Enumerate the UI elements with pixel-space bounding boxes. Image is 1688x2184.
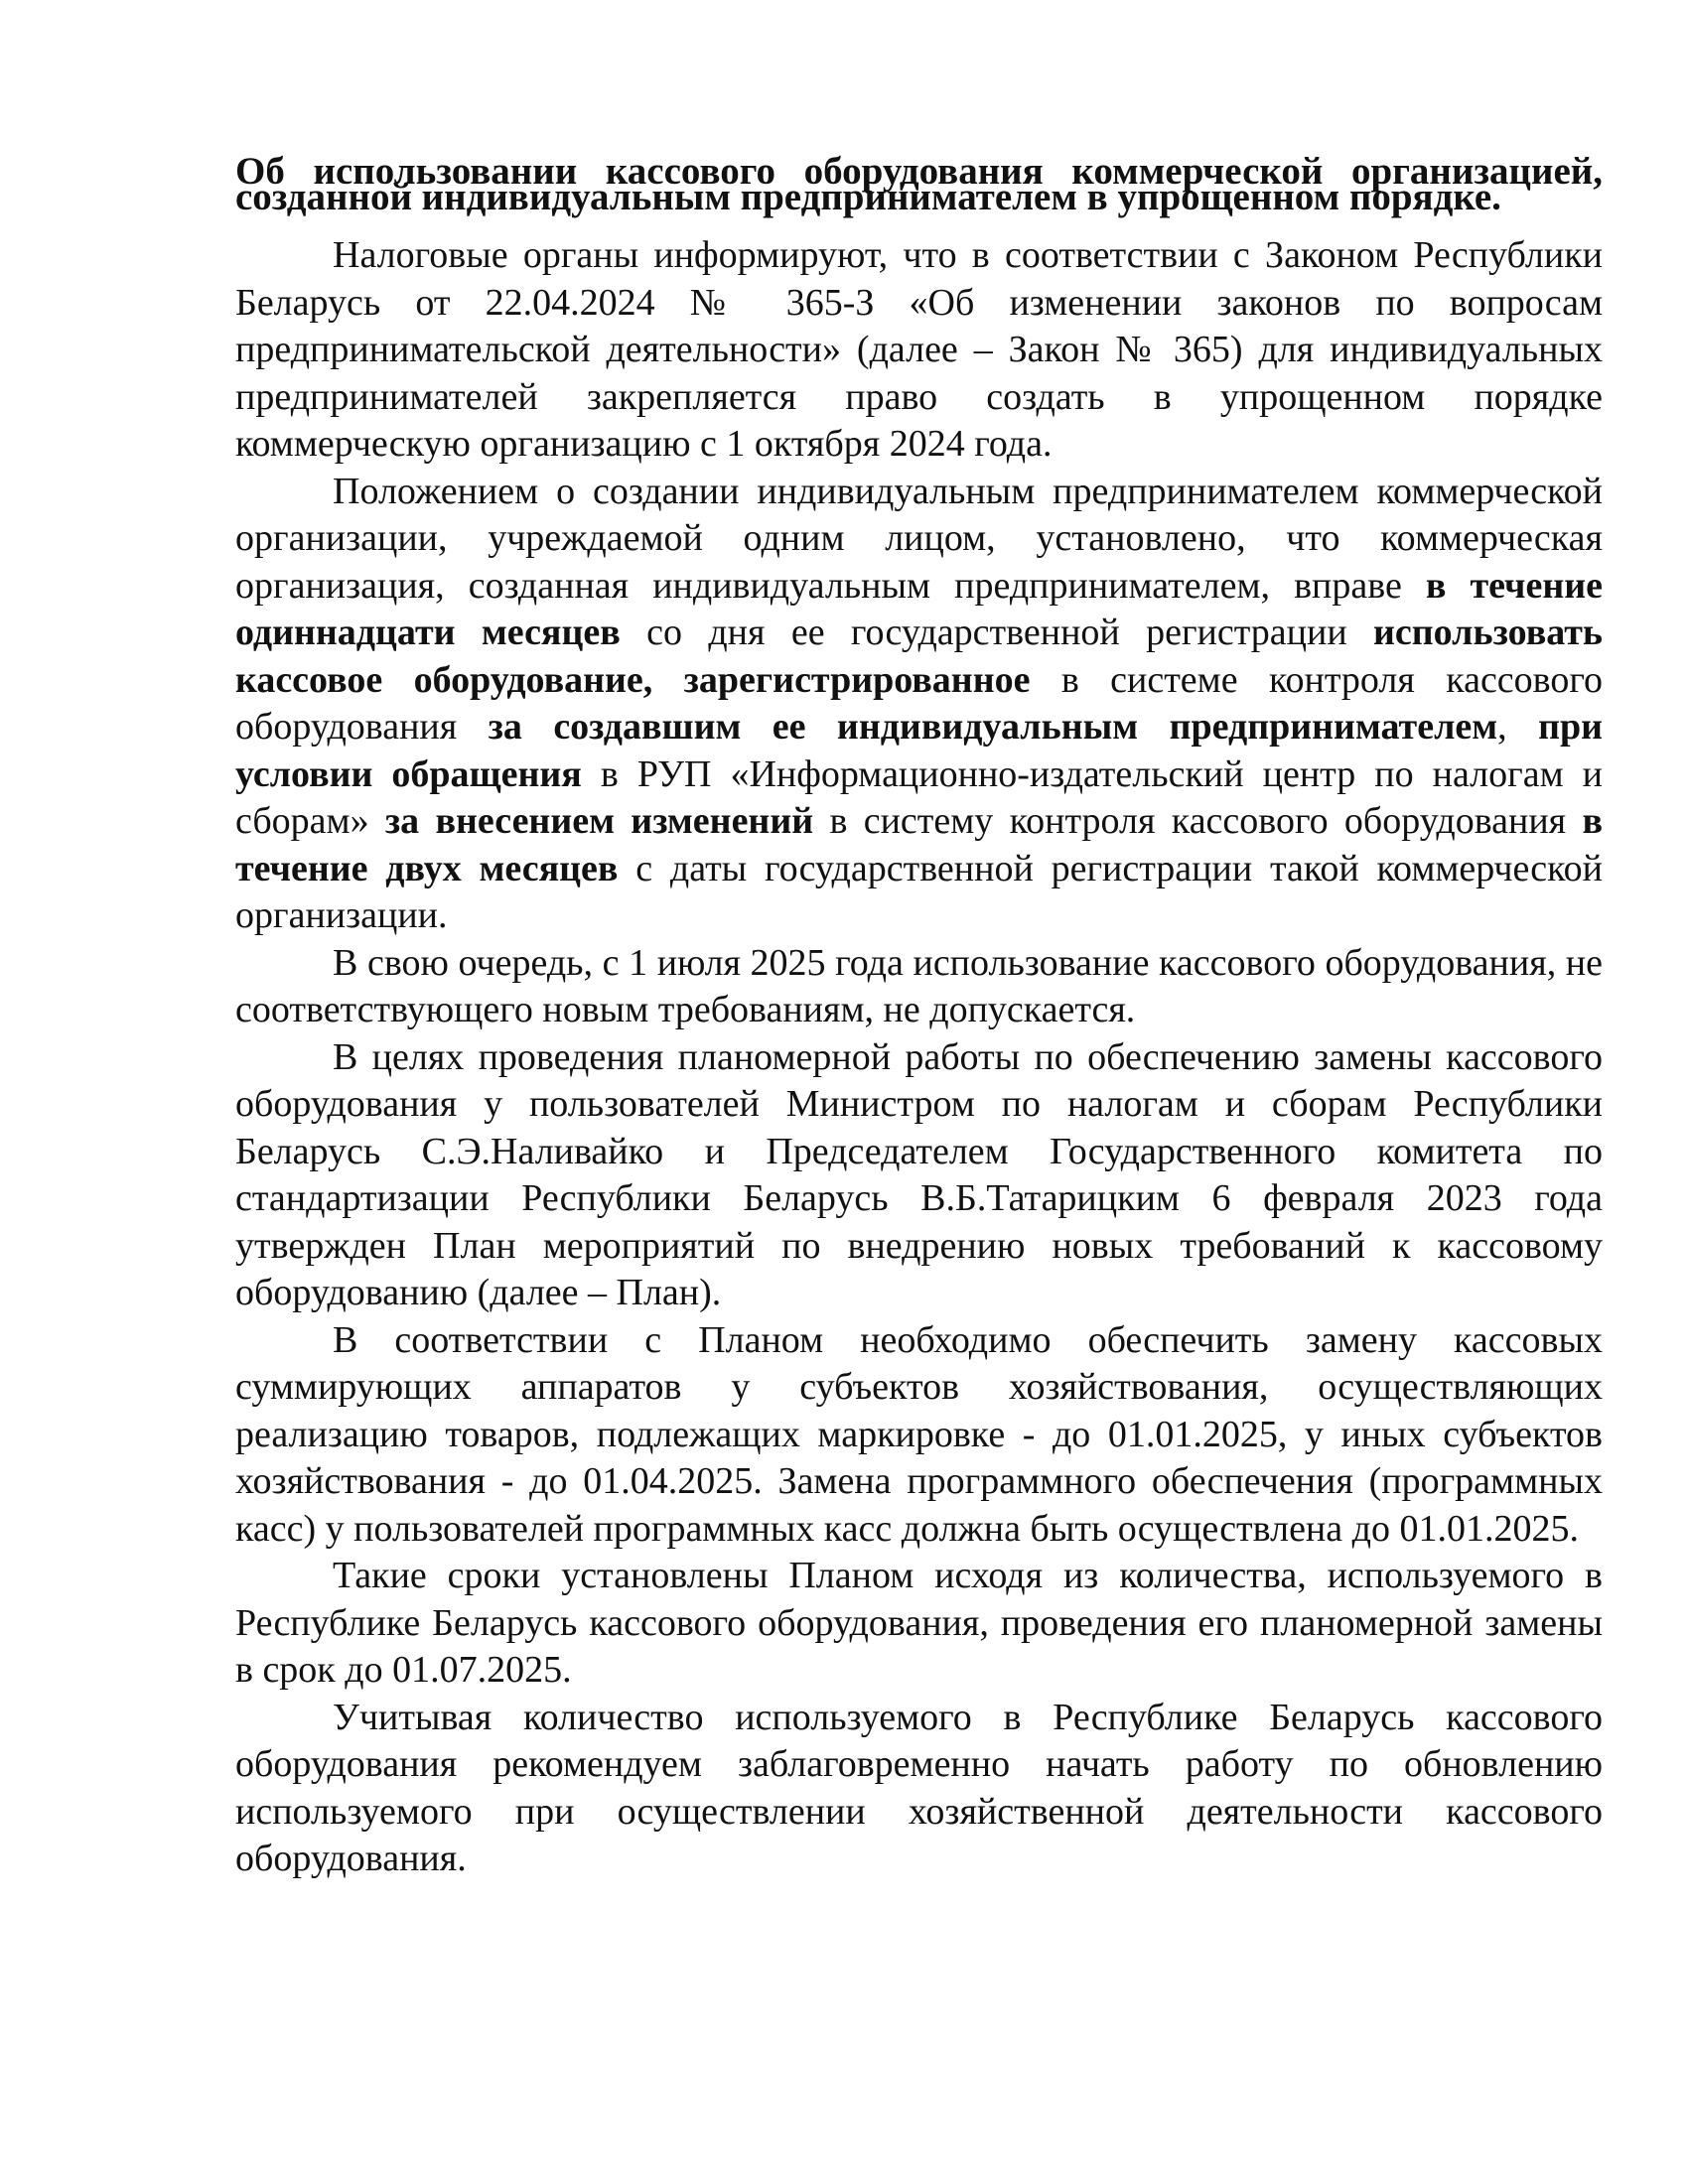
bold-term-two-months: в течение двух месяцев [235,800,1604,889]
bold-term-use-equipment: использовать кассовое оборудование, зарегистрированное [235,612,1603,701]
document-title: Об использовании кассового оборудования коммерческой организацией, созданной индивидуальным предпринимателем в упрощенном порядке. [235,150,1603,218]
paragraph-plan: В целях проведения планомерной работы по обеспечению замены кассового оборудования у пользователей Министром по налогам и сборам Республики Беларусь С.Э.Наливайко и Председателем Государственного комитета по стандартизации Республики Беларусь В.Б.Татарицким 6 февраля 2023 года утвержден План мероприятий по внедрению новых требований к кассовому оборудованию (далее – План). [235,1035,1603,1313]
text-segment: в системе контроля кассового оборудования [235,658,1603,748]
text-segment: с даты государственной регистрации такой коммерческой организации. [235,847,1603,936]
paragraph-terms: Такие сроки установлены Планом исходя из количества, используемого в Республике Беларусь кассового оборудования, проведения его планомерной замены в срок до 01.07.2025. [235,1555,1603,1691]
text-segment: в РУП «Информационно-издательский центр по налогам и сборам» [235,752,1604,842]
paragraph-recommendation: Учитывая количество используемого в Республике Беларусь кассового оборудования рекомендуем заблаговременно начать работу по обновлению используемого при осуществлении хозяйственной деятельности кассового оборудования. [235,1696,1603,1879]
paragraph-intro: Налоговые органы информируют, что в соответствии с Законом Республики Беларусь от 22.04.2024 № 365-З «Об изменении законов по вопросам предпринимательской деятельности» (далее – Закон № 365) для индивидуальных предпринимателей закрепляется право создать в упрощенном порядке коммерческую организацию с 1 октября 2024 года. [235,234,1603,465]
paragraph-regulation [235,469,1603,940]
text-segment: , [1497,706,1539,748]
bold-term-changes: за внесением изменений [384,800,814,842]
text-segment: в систему контроля кассового оборудования [813,800,1583,842]
text-segment: Положением о создании индивидуальным предпринимателем коммерческой организации, учреждаемой одним лицом, установлено, что коммерческая организация, созданная индивидуальным предпринимателем, вправе [235,470,1603,607]
paragraph-replacement: В соответствии с Планом необходимо обеспечить замену кассовых суммирующих аппаратов у субъектов хозяйствования, осуществляющих реализацию товаров, подлежащих маркировке - до 01.01.2025, у иных субъектов хозяйствования - до 01.04.2025. Замена программного обеспечения (программных касс) у пользователей программных касс должна быть осуществлена до 01.01.2025. [235,1318,1603,1550]
text-segment: со дня ее государственной регистрации [620,612,1374,653]
bold-term-condition: при условии обращения [235,706,1604,795]
document-page [235,149,1603,1883]
bold-term-entrepreneur: за создавшим ее индивидуальным предпринимателем [488,706,1498,748]
bold-term-eleven-months: в течение одиннадцати месяцев [235,564,1603,653]
paragraph-deadline: В свою очередь, с 1 июля 2025 года использование кассового оборудования, не соответствующего новым требованиям, не допускается. [235,941,1603,1030]
